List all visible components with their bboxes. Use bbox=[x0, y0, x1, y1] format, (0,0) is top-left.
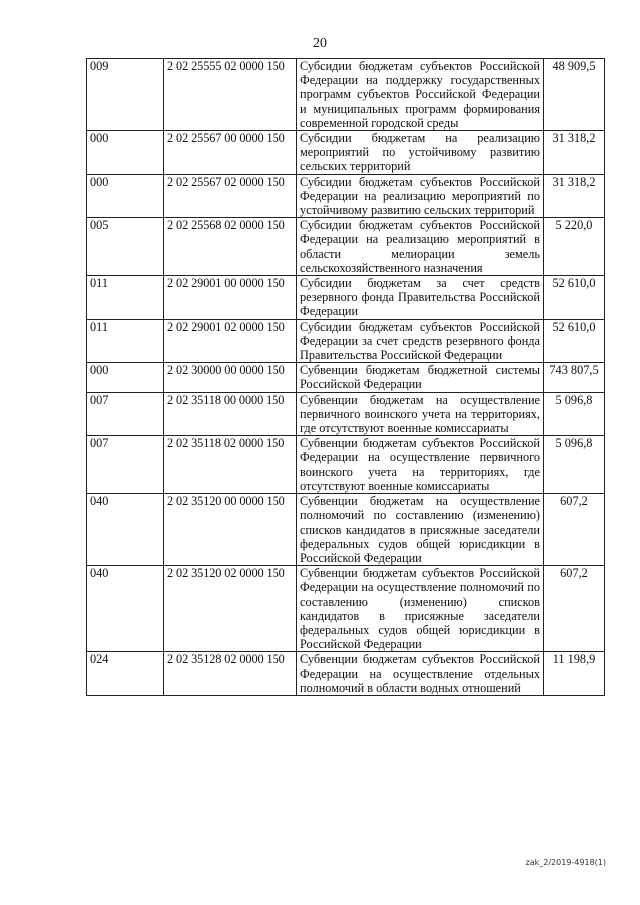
revenue-name-cell: Субвенции бюджетам субъектов Российской Федерации на осуществление полномочий по составлению (изменению) списков кандидатов в присяжные заседатели федеральных судов общей юрисдикции в Российской Федерации bbox=[297, 566, 544, 652]
admin-code-cell: 005 bbox=[87, 218, 164, 276]
amount-cell: 31 318,2 bbox=[544, 131, 605, 175]
amount-cell: 607,2 bbox=[544, 566, 605, 652]
table-row bbox=[87, 59, 605, 131]
admin-code-cell: 011 bbox=[87, 319, 164, 363]
revenue-name-cell: Субвенции бюджетам бюджетной системы Российской Федерации bbox=[297, 363, 544, 392]
budget-classification-code-cell: 2 02 29001 00 0000 150 bbox=[164, 276, 297, 320]
revenue-name-cell: Субвенции бюджетам на осуществление первичного воинского учета на территориях, где отсутствуют военные комиссариаты bbox=[297, 392, 544, 436]
table-row bbox=[87, 174, 605, 218]
revenue-name-cell: Субсидии бюджетам за счет средств резервного фонда Правительства Российской Федерации bbox=[297, 276, 544, 320]
budget-classification-code-cell: 2 02 25567 00 0000 150 bbox=[164, 131, 297, 175]
admin-code-cell: 024 bbox=[87, 652, 164, 696]
budget-classification-code-cell: 2 02 29001 02 0000 150 bbox=[164, 319, 297, 363]
budget-classification-code-cell: 2 02 35128 02 0000 150 bbox=[164, 652, 297, 696]
document-footer-stamp: zak_2/2019-4918(1) bbox=[525, 858, 606, 867]
page-number: 20 bbox=[313, 36, 327, 51]
amount-cell: 52 610,0 bbox=[544, 319, 605, 363]
admin-code-cell: 040 bbox=[87, 494, 164, 566]
table-row bbox=[87, 494, 605, 566]
revenue-name-cell: Субсидии бюджетам субъектов Российской Федерации за счет средств резервного фонда Правительства Российской Федерации bbox=[297, 319, 544, 363]
budget-classification-code-cell: 2 02 30000 00 0000 150 bbox=[164, 363, 297, 392]
admin-code-cell: 000 bbox=[87, 131, 164, 175]
amount-cell: 52 610,0 bbox=[544, 276, 605, 320]
amount-cell: 11 198,9 bbox=[544, 652, 605, 696]
admin-code-cell: 000 bbox=[87, 174, 164, 218]
admin-code-cell: 007 bbox=[87, 436, 164, 494]
revenue-name-cell: Субсидии бюджетам на реализацию мероприятий по устойчивому развитию сельских территорий bbox=[297, 131, 544, 175]
admin-code-cell: 009 bbox=[87, 59, 164, 131]
table-row bbox=[87, 566, 605, 652]
budget-classification-code-cell: 2 02 35118 00 0000 150 bbox=[164, 392, 297, 436]
amount-cell: 5 096,8 bbox=[544, 392, 605, 436]
table-row bbox=[87, 276, 605, 320]
amount-cell: 31 318,2 bbox=[544, 174, 605, 218]
amount-cell: 743 807,5 bbox=[544, 363, 605, 392]
budget-classification-code-cell: 2 02 35120 00 0000 150 bbox=[164, 494, 297, 566]
revenue-name-cell: Субвенции бюджетам субъектов Российской Федерации на осуществление отдельных полномочий в области водных отношений bbox=[297, 652, 544, 696]
budget-classification-code-cell: 2 02 35118 02 0000 150 bbox=[164, 436, 297, 494]
table-row bbox=[87, 218, 605, 276]
revenue-name-cell: Субвенции бюджетам субъектов Российской Федерации на осуществление первичного воинского учета на территориях, где отсутствуют военные комиссариаты bbox=[297, 436, 544, 494]
admin-code-cell: 007 bbox=[87, 392, 164, 436]
table-row bbox=[87, 319, 605, 363]
budget-classification-code-cell: 2 02 25568 02 0000 150 bbox=[164, 218, 297, 276]
revenue-name-cell: Субсидии бюджетам субъектов Российской Федерации на реализацию мероприятий по устойчивому развитию сельских территорий bbox=[297, 174, 544, 218]
admin-code-cell: 040 bbox=[87, 566, 164, 652]
amount-cell: 5 220,0 bbox=[544, 218, 605, 276]
budget-revenue-table bbox=[86, 58, 605, 696]
table-row bbox=[87, 131, 605, 175]
revenue-name-cell: Субвенции бюджетам на осуществление полномочий по составлению (изменению) списков кандидатов в присяжные заседатели федеральных судов общей юрисдикции в Российской Федерации bbox=[297, 494, 544, 566]
admin-code-cell: 000 bbox=[87, 363, 164, 392]
table-row bbox=[87, 363, 605, 392]
amount-cell: 607,2 bbox=[544, 494, 605, 566]
table-row bbox=[87, 436, 605, 494]
table-row bbox=[87, 392, 605, 436]
table-row bbox=[87, 652, 605, 696]
revenue-name-cell: Субсидии бюджетам субъектов Российской Федерации на поддержку государственных программ субъектов Российской Федерации и муниципальных программ формирования современной городской среды bbox=[297, 59, 544, 131]
table-body bbox=[87, 59, 605, 696]
budget-classification-code-cell: 2 02 25567 02 0000 150 bbox=[164, 174, 297, 218]
admin-code-cell: 011 bbox=[87, 276, 164, 320]
revenue-name-cell: Субсидии бюджетам субъектов Российской Федерации на реализацию мероприятий в области мелиорации земель сельскохозяйственного назначения bbox=[297, 218, 544, 276]
amount-cell: 5 096,8 bbox=[544, 436, 605, 494]
budget-classification-code-cell: 2 02 35120 02 0000 150 bbox=[164, 566, 297, 652]
budget-classification-code-cell: 2 02 25555 02 0000 150 bbox=[164, 59, 297, 131]
amount-cell: 48 909,5 bbox=[544, 59, 605, 131]
